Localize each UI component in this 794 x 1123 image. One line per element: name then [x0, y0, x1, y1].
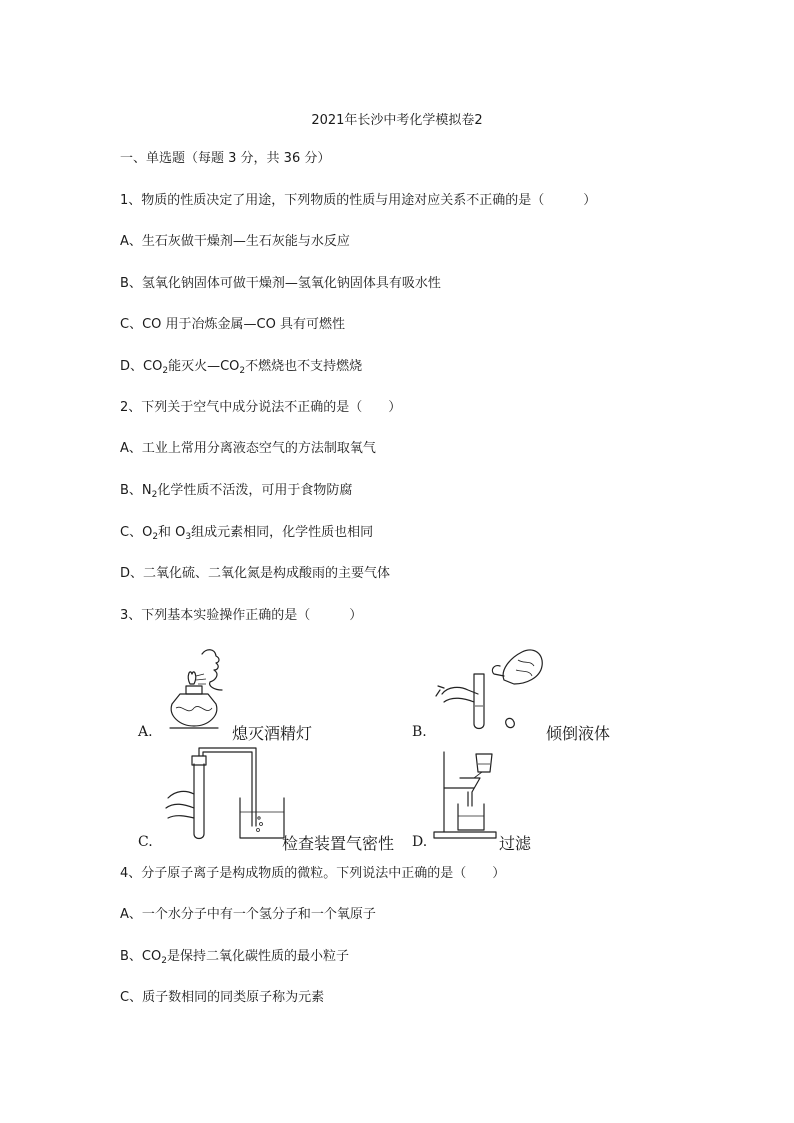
q2-c-text-2: 和 O [158, 525, 186, 540]
q1-option-c: C、CO 用于冶炼金属—CO 具有可燃性 [120, 317, 345, 332]
q2-stem: 2、下列关于空气中成分说法不正确的是（ ） [120, 400, 402, 415]
q3-option-d-letter: D. [412, 834, 428, 850]
q2-b-subscript: 2 [151, 490, 158, 500]
q1-option-a: A、生石灰做干燥剂—生石灰能与水反应 [120, 234, 350, 249]
q4-b-text-2: 是保持二氧化碳性质的最小粒子 [166, 949, 349, 964]
q4-stem: 4、分子原子离子是构成物质的微粒。下列说法中正确的是（ ） [120, 866, 506, 881]
q1-option-d [120, 359, 362, 375]
q2-option-b [120, 483, 352, 499]
q1-stem: 1、物质的性质决定了用途，下列物质的性质与用途对应关系不正确的是（ ） [120, 193, 597, 208]
q1-d-text-1: D、CO [120, 359, 163, 374]
q2-option-a: A、工业上常用分离液态空气的方法制取氧气 [120, 441, 376, 456]
section-heading: 一、单选题（每题 3 分，共 36 分） [120, 151, 331, 166]
q2-c-text-1: C、O [120, 525, 153, 540]
document-title: 2021年长沙中考化学模拟卷2 [311, 113, 483, 128]
q4-option-a: A、一个水分子中有一个氢分子和一个氧原子 [120, 907, 376, 922]
q3-option-b-caption: 倾倒液体 [546, 724, 611, 743]
q4-b-text-1: B、CO [120, 949, 162, 964]
q2-option-d: D、二氧化硫、二氧化氮是构成酸雨的主要气体 [120, 566, 391, 581]
q1-d-subscript-2: 2 [239, 366, 246, 376]
q1-d-text-3: 不燃烧也不支持燃烧 [245, 359, 363, 374]
q1-d-subscript-1: 2 [162, 366, 169, 376]
q4-b-subscript: 2 [161, 956, 167, 966]
q2-c-subscript-2: 3 [185, 532, 192, 542]
filtration-figure [430, 748, 510, 840]
q2-c-subscript-1: 2 [152, 532, 159, 542]
q1-option-b: B、氢氧化钠固体可做干燥剂—氢氧化钠固体具有吸水性 [120, 276, 441, 291]
q4-option-b [120, 949, 349, 965]
q3-option-a-letter: A. [138, 724, 153, 740]
q4-option-c: C、质子数相同的同类原子称为元素 [120, 990, 325, 1005]
q2-option-c [120, 525, 373, 541]
q2-b-text-2: 化学性质不活泼，可用于食物防腐 [157, 483, 353, 498]
q3-option-a-caption: 熄灭酒精灯 [232, 724, 313, 743]
q2-b-text-1: B、N [120, 483, 152, 498]
q2-c-text-3: 组成元素相同，化学性质也相同 [191, 525, 374, 540]
pouring-liquid-figure [434, 640, 554, 740]
q3-option-c-letter: C. [138, 834, 153, 850]
q3-stem: 3、下列基本实验操作正确的是（ ） [120, 608, 363, 623]
q3-option-d-caption: 过滤 [499, 834, 532, 853]
airtightness-check-figure [160, 742, 290, 842]
q3-option-c-caption: 检查装置气密性 [282, 834, 395, 853]
q1-d-text-2: 能灭火—CO [168, 359, 240, 374]
q3-option-b-letter: B. [412, 724, 427, 740]
